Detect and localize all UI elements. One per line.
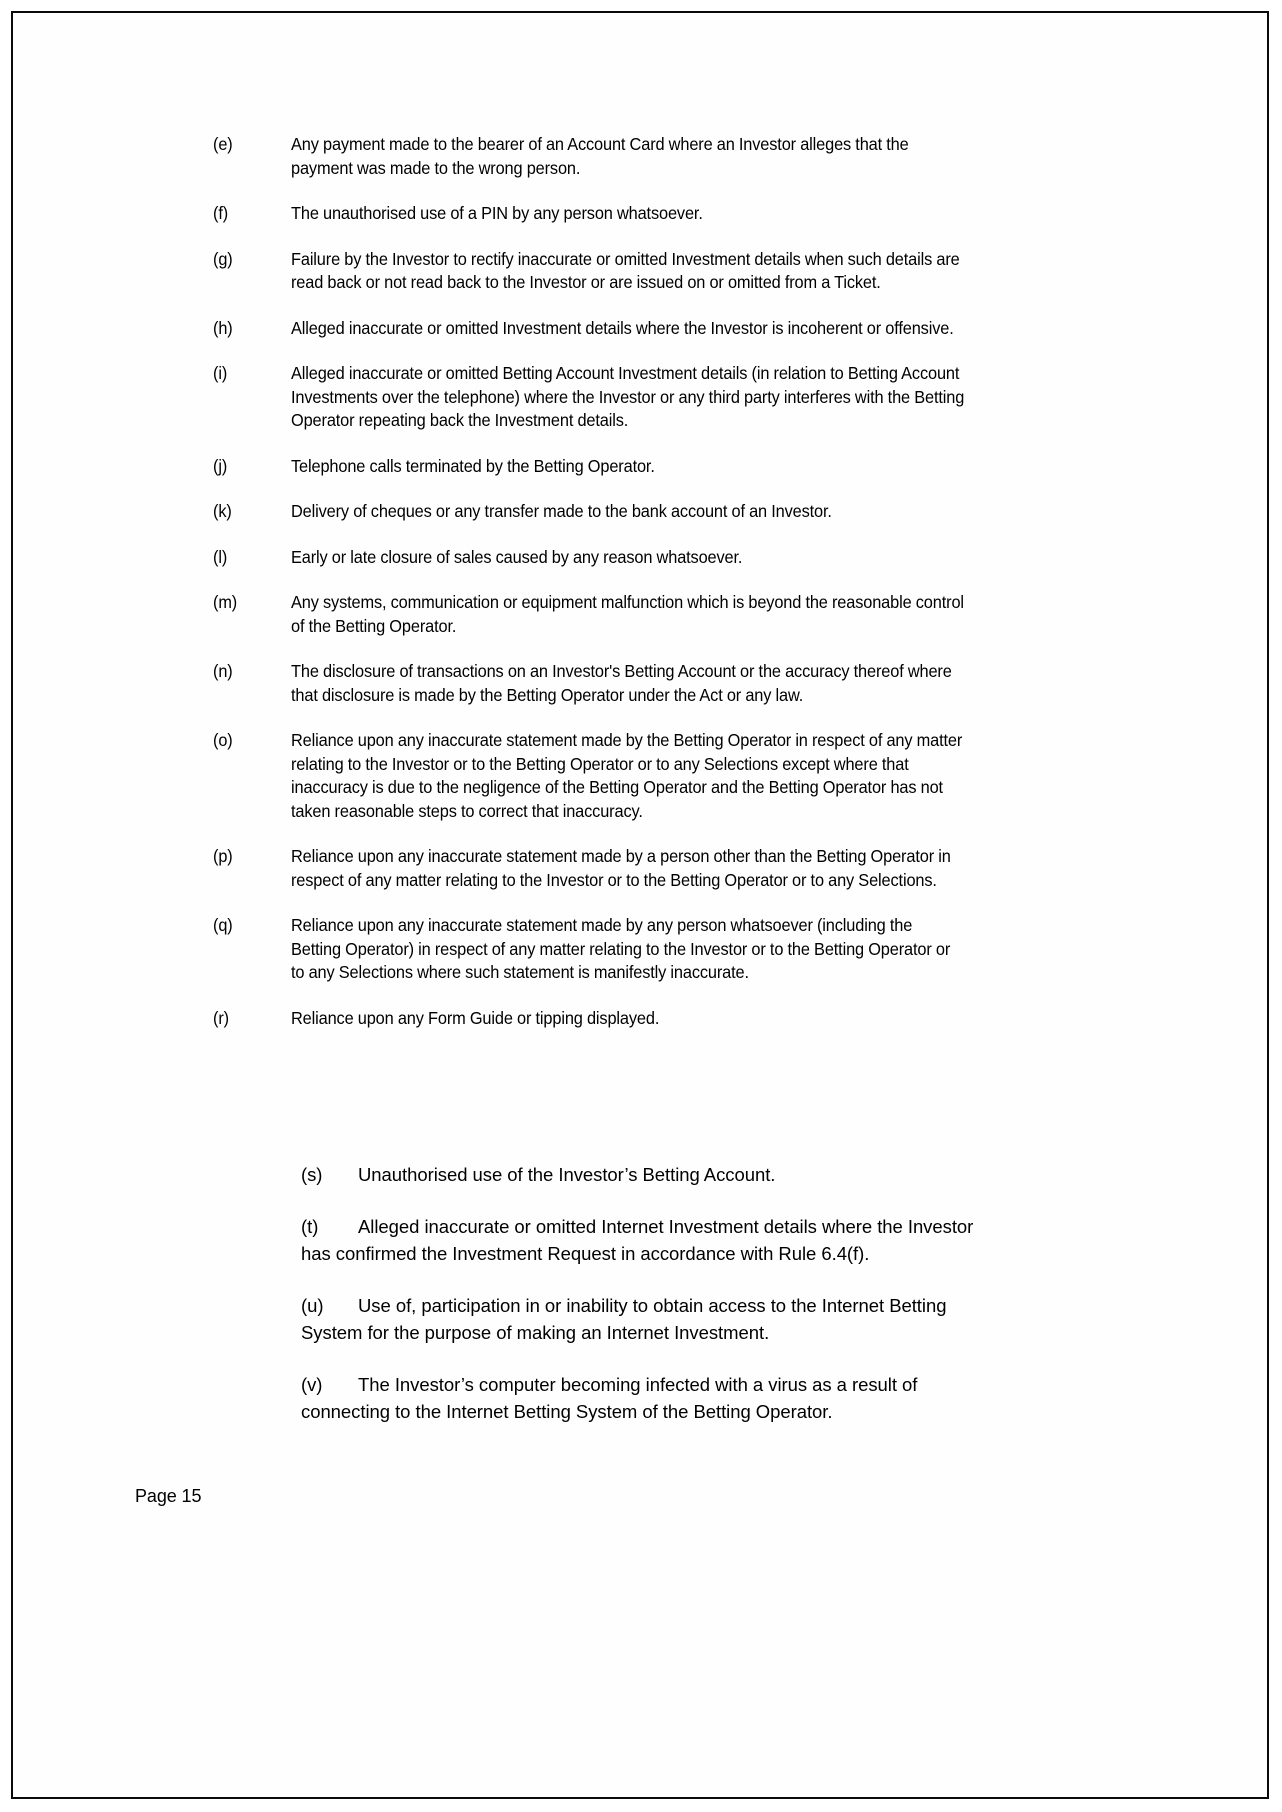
scanned-page-frame bbox=[11, 11, 1269, 1799]
clause-label: (f) bbox=[213, 203, 229, 223]
page-number-footer: Page 15 bbox=[135, 1486, 202, 1506]
clause-item bbox=[213, 1007, 1013, 1031]
clause-text: The Investor’s computer becoming infected with a virus as a result of connecting to the Internet Betting System of the Betting Operator. bbox=[301, 1373, 918, 1422]
clause-item bbox=[301, 1292, 991, 1347]
clause-label: (p) bbox=[213, 846, 233, 866]
clause-item bbox=[213, 317, 1013, 341]
clause-label: (q) bbox=[213, 915, 233, 935]
secondary-clause-list bbox=[301, 1161, 1001, 1450]
clause-label: (e) bbox=[213, 134, 233, 154]
clause-label: (j) bbox=[213, 455, 228, 476]
clause-text: Reliance upon any inaccurate statement made by any person whatsoever (including the Betting Operator) in respect of any matter relating to the Investor or to the Betting Operator or to any Selections where such statement is manifestly inaccurate. bbox=[291, 915, 951, 982]
clause-label: (u) bbox=[301, 1294, 324, 1316]
clause-item bbox=[213, 455, 1013, 479]
clause-label: (m) bbox=[213, 592, 238, 612]
clause-label: (n) bbox=[213, 661, 233, 681]
clause-text: Alleged inaccurate or omitted Internet Investment details where the Investor has confirmed the Investment Request in accordance with Rule 6.4(f). bbox=[301, 1215, 974, 1264]
clause-label: (o) bbox=[213, 730, 233, 750]
clause-label: (k) bbox=[213, 501, 232, 521]
clause-item bbox=[213, 729, 1013, 823]
clause-item bbox=[213, 845, 1013, 892]
clause-label: (g) bbox=[213, 248, 233, 269]
clause-text: Unauthorised use of the Investor’s Betting Account. bbox=[358, 1164, 776, 1185]
clause-item bbox=[213, 133, 1013, 180]
clause-text: Telephone calls terminated by the Betting Operator. bbox=[291, 455, 655, 476]
clause-text: Reliance upon any inaccurate statement made by a person other than the Betting Operator in respect of any matter relating to the Investor or to the Betting Operator or to any Selections. bbox=[291, 846, 951, 890]
clause-item bbox=[301, 1371, 991, 1426]
clause-item bbox=[213, 546, 1013, 570]
clause-item bbox=[213, 660, 1013, 707]
clause-text: Reliance upon any Form Guide or tipping displayed. bbox=[291, 1007, 660, 1028]
clause-item bbox=[213, 362, 1013, 433]
clause-label: (h) bbox=[213, 317, 233, 338]
clause-item bbox=[213, 202, 1013, 226]
clause-text: Any systems, communication or equipment malfunction which is beyond the reasonable control of the Betting Operator. bbox=[291, 592, 964, 636]
clause-text: Alleged inaccurate or omitted Investment details where the Investor is incoherent or offensive. bbox=[291, 317, 954, 338]
clause-label: (s) bbox=[301, 1164, 323, 1185]
clause-text: Early or late closure of sales caused by any reason whatsoever. bbox=[291, 546, 743, 567]
clause-item bbox=[213, 248, 1013, 295]
clause-item bbox=[301, 1213, 991, 1268]
clause-item bbox=[213, 500, 1013, 524]
clause-text: The unauthorised use of a PIN by any person whatsoever. bbox=[291, 203, 703, 223]
clause-label: (t) bbox=[301, 1215, 319, 1237]
clause-label: (r) bbox=[213, 1007, 229, 1028]
clause-text: Delivery of cheques or any transfer made to the bank account of an Investor. bbox=[291, 501, 832, 521]
clause-item bbox=[213, 914, 1013, 985]
clause-text: The disclosure of transactions on an Investor's Betting Account or the accuracy thereof where that disclosure is made by the Betting Operator under the Act or any law. bbox=[291, 661, 952, 705]
clause-item bbox=[213, 591, 1013, 638]
page-surface bbox=[13, 13, 1267, 1797]
primary-clause-list bbox=[213, 133, 1013, 1052]
clause-text: Failure by the Investor to rectify inaccurate or omitted Investment details when such details are read back or not read back to the Investor or are issued on or omitted from a Ticket. bbox=[291, 248, 960, 292]
clause-label: (v) bbox=[301, 1373, 323, 1395]
clause-text: Use of, participation in or inability to obtain access to the Internet Betting System for the purpose of making an Internet Investment. bbox=[301, 1294, 947, 1343]
clause-text: Reliance upon any inaccurate statement made by the Betting Operator in respect of any matter relating to the Investor or to the Betting Operator or to any Selections except where that inaccuracy is due to the negligence of the Betting Operator and the Betting Operator has not taken reasonable steps to correct that inaccuracy. bbox=[291, 730, 963, 821]
clause-label: (i) bbox=[213, 363, 228, 383]
clause-text: Any payment made to the bearer of an Account Card where an Investor alleges that the payment was made to the wrong person. bbox=[291, 134, 909, 178]
clause-label: (l) bbox=[213, 546, 228, 567]
clause-item bbox=[301, 1161, 991, 1189]
clause-text: Alleged inaccurate or omitted Betting Account Investment details (in relation to Betting Account Investments over the telephone) where the Investor or any third party interferes with the Betting Operator repeating back the Investment details. bbox=[291, 363, 965, 430]
